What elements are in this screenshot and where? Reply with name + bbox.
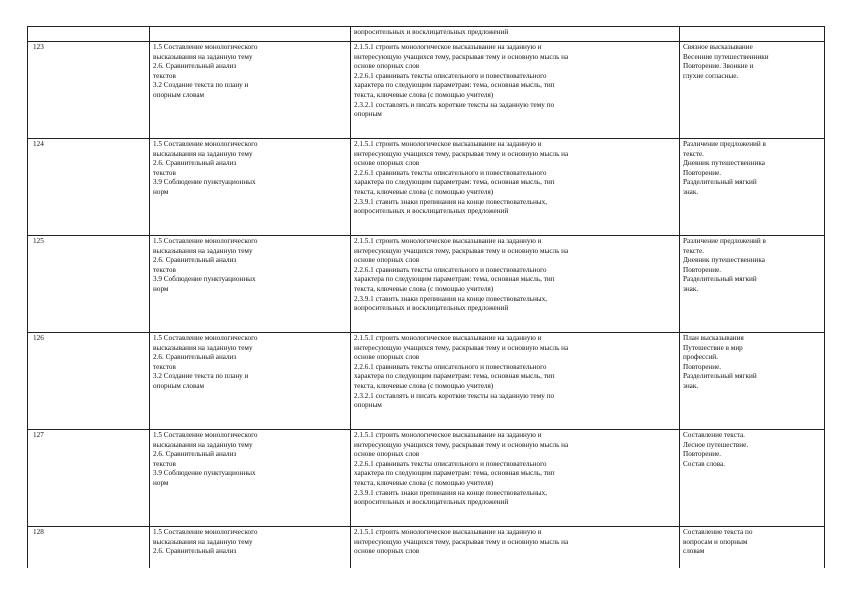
lesson-number: 128 [28,527,150,569]
work-line: Весенние путешественники [683,52,769,61]
goal-line: интересующую учащихся тему, раскрывая тему и основную мысль на [354,246,569,255]
work-line: глухие согласные. [683,71,739,80]
cell-topics [150,27,351,42]
goal-line: вопросительных и восклицательных предложений [354,498,509,507]
work-line: Разделительный мягкий [683,275,757,284]
goal-line: 2.2.6.1 сравнивать тексты описательного и повествовательного [354,459,547,468]
goal-line: 2.1.5.1 строить монологическое высказывание на заданную и [354,334,542,342]
goal-line: вопросительных и восклицательных предложений [354,304,509,313]
topic-line: 1.5 Составление монологического [153,237,258,245]
goal-line: интересующую учащихся тему, раскрывая тему и основную мысль на [354,52,569,61]
work-line: Повторение. [683,265,722,274]
goal-line: текста, ключевые слова (с помощью учителя) [354,478,494,487]
goal-line: характера по следующим параметрам: тема, основная мысль, тип [354,469,555,478]
topic-line: высказывания на заданную тему [153,149,253,158]
goal-line: 2.3.9.1 ставить знаки препинания на конце повествовательных, [354,488,548,497]
goal-line: 2.2.6.1 сравнивать тексты описательного и повествовательного [354,71,547,80]
topic-line: 2.6. Сравнительный анализ [153,353,237,362]
goal-line: основе опорных слов [354,450,420,459]
goal-line: 2.2.6.1 сравнивать тексты описательного и повествовательного [354,168,547,177]
goal-line: основе опорных слов [354,159,420,168]
goal-line: 2.2.6.1 сравнивать тексты описательного и повествовательного [354,265,547,274]
cell-work [680,139,825,236]
cell-work [680,527,825,569]
topic-line: 3.2 Создание текста по плану и [153,372,249,381]
work-line: Повторение. [683,168,722,177]
topic-line: высказывания на заданную тему [153,343,253,352]
lesson-row [28,527,825,569]
goal-line: 2.2.6.1 сравнивать тексты описательного и повествовательного [354,362,547,371]
topic-line: 1.5 Составление монологического [153,528,258,536]
work-line: знак. [683,187,699,196]
topic-line: 3.2 Создание текста по плану и [153,81,249,90]
goal-line: 2.1.5.1 строить монологическое высказывание на заданную и [354,140,542,148]
goal-line: опорным [354,110,382,119]
goal-line: 2.3.9.1 ставить знаки препинания на конце повествовательных, [354,197,548,206]
cell-topics [150,527,351,569]
work-line: Повторение. [683,362,722,371]
lesson-row [28,333,825,430]
work-line: Повторение. [683,450,722,459]
cell-work [680,236,825,333]
goal-line: характера по следующим параметрам: тема, основная мысль, тип [354,81,555,90]
topic-line: текстов [153,168,176,177]
cell-work [680,42,825,139]
goal-line: опорным [354,401,382,410]
goal-line: характера по следующим параметрам: тема, основная мысль, тип [354,372,555,381]
goal-line: текста, ключевые слова (с помощью учителя) [354,187,494,196]
goal-line: 2.3.2.1 составлять и писать короткие тексты на заданную тему по [354,391,555,400]
goal-line: интересующую учащихся тему, раскрывая тему и основную мысль на [354,149,569,158]
topic-line: 3.9 Соблюдение пунктуационных [153,178,256,187]
topic-line: 2.6. Сравнительный анализ [153,450,237,459]
work-line: Лесное путешествие. [683,440,749,449]
topic-line: высказывания на заданную тему [153,537,253,546]
topic-line: текстов [153,362,176,371]
topic-line: норм [153,284,169,293]
topic-line: 1.5 Составление монологического [153,43,258,51]
cell-goals [351,42,680,139]
lesson-number: 123 [28,42,150,139]
work-line: профессий. [683,353,718,362]
goal-line: вопросительных и восклицательных предложений [354,28,509,36]
topic-line: опорным словам [153,90,205,99]
cell-work [680,333,825,430]
goal-line: 2.3.2.1 составлять и писать короткие тексты на заданную тему по [354,100,555,109]
work-line: знак. [683,284,699,293]
cell-goals [351,430,680,527]
work-line: Составление текста. [683,431,745,439]
lesson-row [28,42,825,139]
work-line: Дневник путешественника [683,159,765,168]
work-line: вопросам и опорным [683,537,748,546]
topic-line: текстов [153,459,176,468]
cell-goals [351,333,680,430]
lesson-plan-table-body [28,27,825,569]
goal-line: 2.1.5.1 строить монологическое высказывание на заданную и [354,431,542,439]
topic-line: 1.5 Составление монологического [153,334,258,342]
work-line: Состав слова. [683,459,726,468]
cell-goals [351,27,680,42]
lesson-plan-table [27,26,825,568]
work-line: Дневник путешественника [683,256,765,265]
goal-line: основе опорных слов [354,256,420,265]
work-line: знак. [683,381,699,390]
lesson-number: 126 [28,333,150,430]
cell-topics [150,139,351,236]
goal-line: 2.1.5.1 строить монологическое высказывание на заданную и [354,237,542,245]
cell-topics [150,333,351,430]
work-line: Повторение. Звонкие и [683,62,754,71]
lesson-number: 124 [28,139,150,236]
work-line: Разделительный мягкий [683,372,757,381]
topic-line: норм [153,187,169,196]
topic-line: 2.6. Сравнительный анализ [153,62,237,71]
cell-topics [150,236,351,333]
goal-line: 2.1.5.1 строить монологическое высказывание на заданную и [354,43,542,51]
work-line: тексте. [683,149,704,158]
topic-line: 2.6. Сравнительный анализ [153,547,237,556]
goal-line: интересующую учащихся тему, раскрывая тему и основную мысль на [354,343,569,352]
goal-line: 2.3.9.1 ставить знаки препинания на конце повествовательных, [354,294,548,303]
work-line: словам [683,547,705,556]
goal-line: характера по следующим параметрам: тема, основная мысль, тип [354,275,555,284]
topic-line: 3.9 Соблюдение пунктуационных [153,469,256,478]
goal-line: основе опорных слов [354,353,420,362]
topic-line: 1.5 Составление монологического [153,140,258,148]
goal-line: текста, ключевые слова (с помощью учителя) [354,381,494,390]
lesson-number: 125 [28,236,150,333]
topic-line: норм [153,478,169,487]
lesson-number: 127 [28,430,150,527]
topic-line: 1.5 Составление монологического [153,431,258,439]
topic-line: текстов [153,265,176,274]
topic-line: 2.6. Сравнительный анализ [153,159,237,168]
topic-line: 3.9 Соблюдение пунктуационных [153,275,256,284]
goal-line: основе опорных слов [354,62,420,71]
goal-line: основе опорных слов [354,547,420,556]
cell-goals [351,139,680,236]
topic-line: высказывания на заданную тему [153,440,253,449]
work-line: План высказывания [683,334,744,342]
work-line: Путешествие в мир [683,343,743,352]
goal-line: 2.1.5.1 строить монологическое высказывание на заданную и [354,528,542,536]
cell-number [28,27,150,42]
topic-line: текстов [153,71,176,80]
topic-line: высказывания на заданную тему [153,246,253,255]
goal-line: интересующую учащихся тему, раскрывая тему и основную мысль на [354,537,569,546]
goal-line: текста, ключевые слова (с помощью учителя) [354,284,494,293]
work-line: Составление текста по [683,528,753,536]
goal-line: вопросительных и восклицательных предложений [354,207,509,216]
goal-line: интересующую учащихся тему, раскрывая тему и основную мысль на [354,440,569,449]
work-line: Связное высказывание [683,43,753,51]
cell-goals [351,527,680,569]
work-line: Различение предложений в [683,237,766,245]
cell-work [680,430,825,527]
goal-line: текста, ключевые слова (с помощью учителя) [354,90,494,99]
topic-line: 2.6. Сравнительный анализ [153,256,237,265]
topic-line: опорным словам [153,381,205,390]
continuation-row [28,27,825,42]
lesson-row [28,430,825,527]
goal-line: характера по следующим параметрам: тема, основная мысль, тип [354,178,555,187]
work-line: Различение предложений в [683,140,766,148]
cell-topics [150,42,351,139]
work-line: Разделительный мягкий [683,178,757,187]
cell-work [680,27,825,42]
cell-goals [351,236,680,333]
lesson-row [28,236,825,333]
work-line: тексте. [683,246,704,255]
lesson-row [28,139,825,236]
cell-topics [150,430,351,527]
topic-line: высказывания на заданную тему [153,52,253,61]
